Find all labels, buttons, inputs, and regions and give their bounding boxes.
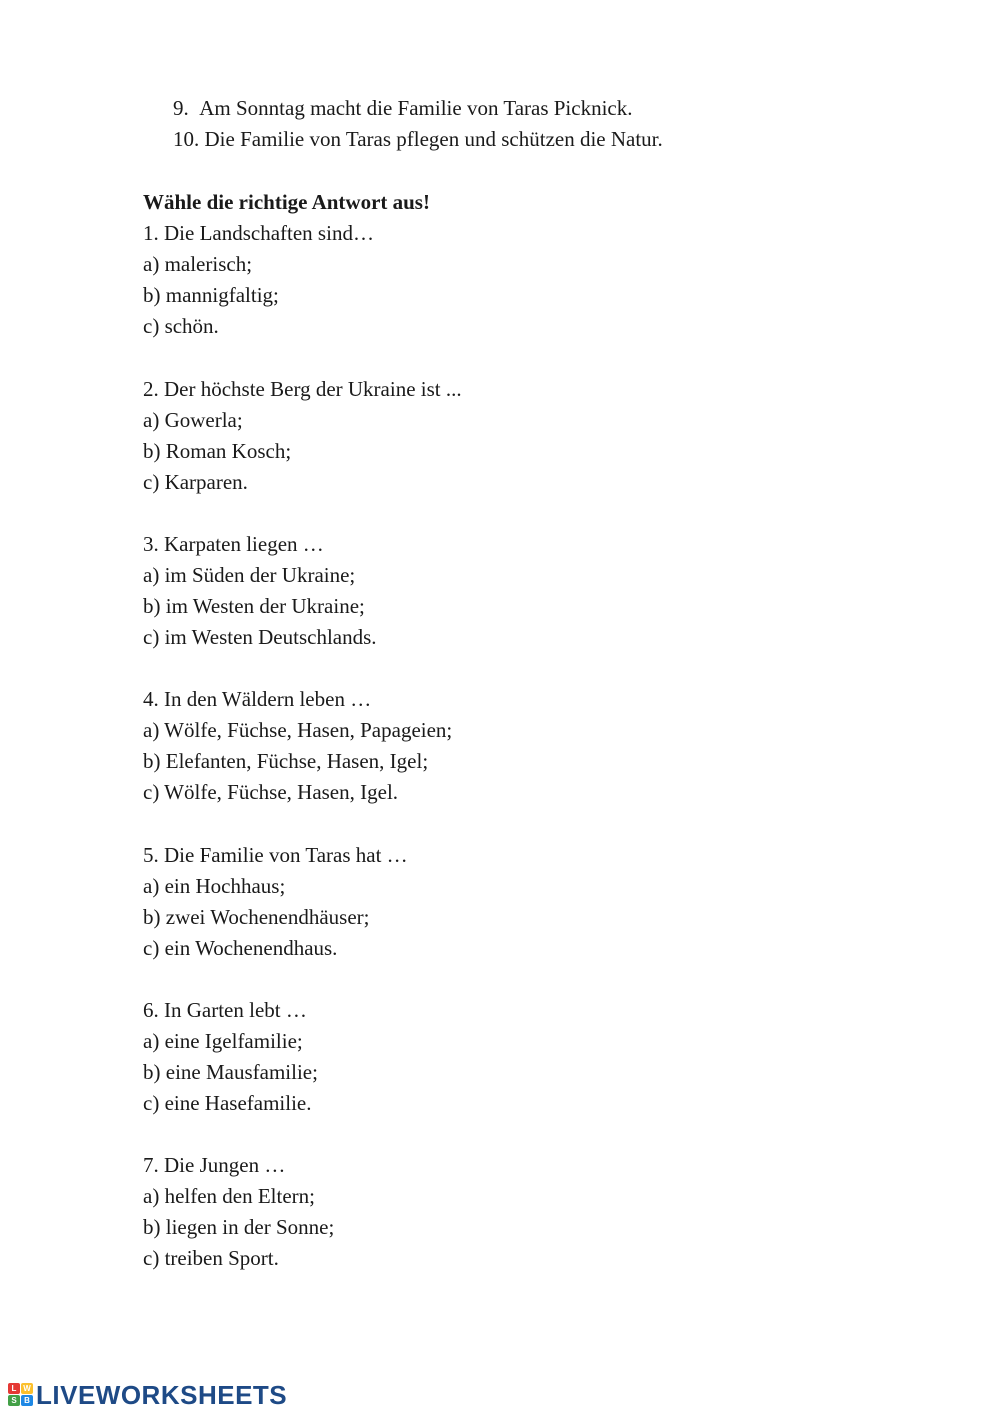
statement-item: 10. Die Familie von Taras pflegen und schützen die Natur. (173, 127, 663, 151)
brand-name: LIVEWORKSHEETS (36, 1379, 288, 1410)
answer-option: b) Elefanten, Füchse, Hasen, Igel; (143, 749, 429, 773)
question-text: 5. Die Familie von Taras hat … (143, 843, 408, 867)
answer-option: c) im Westen Deutschlands. (143, 625, 377, 649)
section-heading: Wähle die richtige Antwort aus! (143, 190, 430, 214)
answer-option: c) ein Wochenendhaus. (143, 936, 338, 960)
answer-option: c) Wölfe, Füchse, Hasen, Igel. (143, 780, 399, 804)
question-text: 2. Der höchste Berg der Ukraine ist ... (143, 377, 462, 401)
question-text: 7. Die Jungen … (143, 1153, 286, 1177)
logo-tile: B (21, 1395, 33, 1406)
answer-option: c) schön. (143, 314, 219, 338)
answer-option: c) eine Hasefamilie. (143, 1091, 312, 1115)
question-text: 3. Karpaten liegen … (143, 532, 324, 556)
statement-item: 9. Am Sonntag macht die Familie von Taras Picknick. (173, 96, 633, 120)
answer-option: c) treiben Sport. (143, 1246, 279, 1270)
question-text: 1. Die Landschaften sind… (143, 221, 374, 245)
answer-option: a) Gowerla; (143, 408, 243, 432)
answer-option: b) liegen in der Sonne; (143, 1215, 335, 1239)
answer-option: b) mannigfaltig; (143, 283, 279, 307)
answer-option: b) im Westen der Ukraine; (143, 594, 365, 618)
answer-option: b) zwei Wochenendhäuser; (143, 905, 370, 929)
answer-option: b) Roman Kosch; (143, 439, 292, 463)
logo-tile: S (8, 1395, 20, 1406)
question-text: 4. In den Wäldern leben … (143, 687, 372, 711)
liveworksheets-logo[interactable] (8, 1380, 287, 1410)
answer-option: a) im Süden der Ukraine; (143, 563, 356, 587)
logo-tile: W (21, 1383, 33, 1394)
answer-option: a) eine Igelfamilie; (143, 1029, 303, 1053)
question-text: 6. In Garten lebt … (143, 998, 307, 1022)
answer-option: b) eine Mausfamilie; (143, 1060, 318, 1084)
answer-option: c) Karparen. (143, 470, 248, 494)
answer-option: a) Wölfe, Füchse, Hasen, Papageien; (143, 718, 453, 742)
answer-option: a) malerisch; (143, 252, 253, 276)
answer-option: a) ein Hochhaus; (143, 874, 286, 898)
answer-option: a) helfen den Eltern; (143, 1184, 315, 1208)
logo-tile: L (8, 1383, 20, 1394)
liveworksheets-icon (8, 1383, 33, 1407)
